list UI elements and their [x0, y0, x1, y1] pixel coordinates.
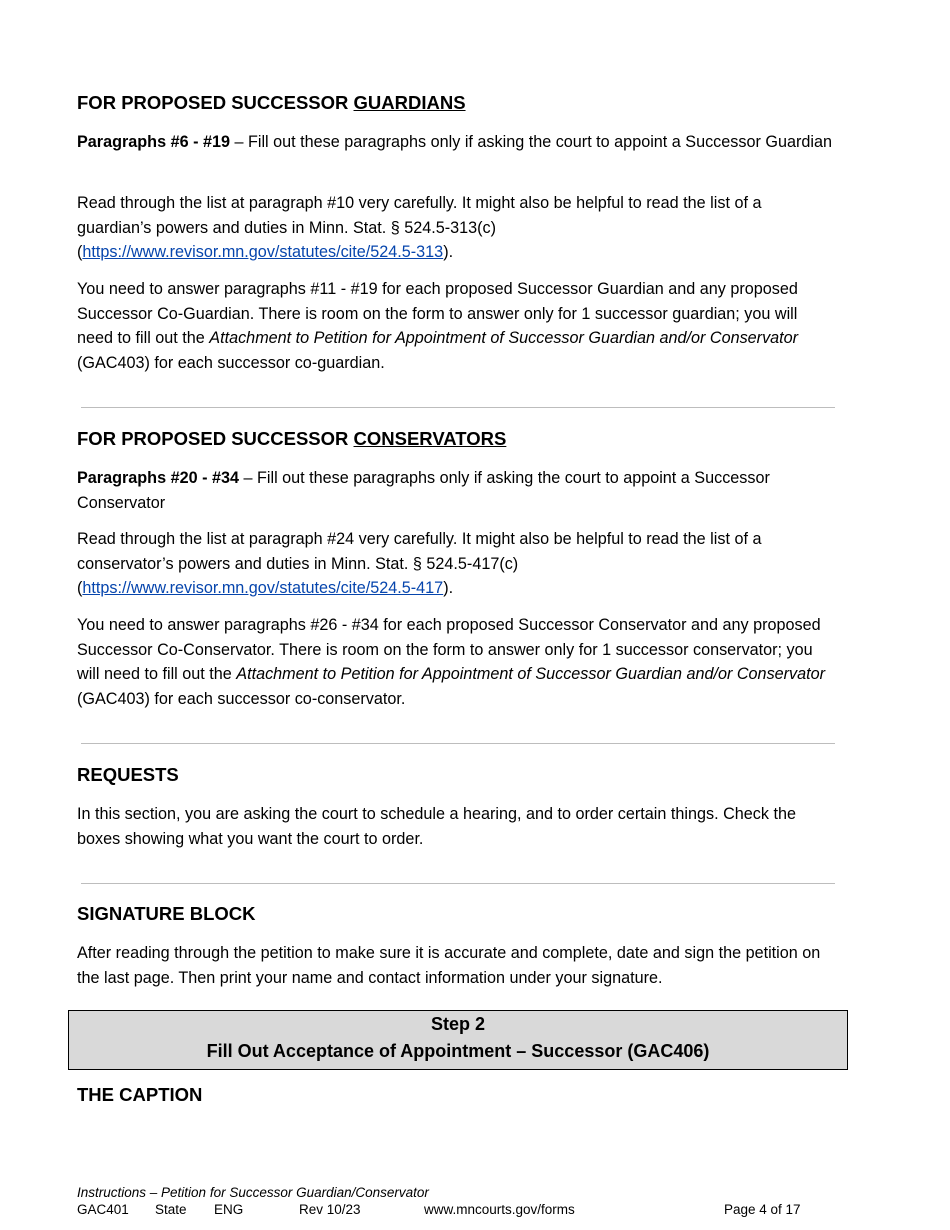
statute-link-524-5-313[interactable]: https://www.revisor.mn.gov/statutes/cite/524.5-313 — [82, 243, 444, 262]
section-heading-conservators: FOR PROPOSED SUCCESSOR CONSERVATORS — [77, 428, 507, 449]
conservators-read-list: Read through the list at paragraph #24 very carefully. It might also be helpful to read the list of a conservator’s powers and duties in Minn. Stat. § 524.5-417(c) (https://www.revisor.mn.gov/statutes/cite/524.5-417). — [77, 530, 762, 598]
step-number: Step 2 — [430, 1014, 486, 1034]
section-heading-requests: REQUESTS — [77, 764, 179, 785]
footer-language: ENG — [214, 1202, 244, 1217]
signature-block-text: After reading through the petition to make sure it is accurate and complete, date and sign the petition on the last page. Then print your name and contact information under your signature. — [77, 944, 821, 987]
conservators-answer-instructions: You need to answer paragraphs #26 - #34 for each proposed Successor Conservator and any proposed Successor Co-Conservator. There is room on the form to answer only for 1 successor conservator; you will need to fill out the Attachment to Petition for Appointment of Successor Guardian and/or Conservator (GAC403) for each successor co-conservator. — [77, 616, 826, 708]
step-banner — [68, 1010, 848, 1070]
conservators-paragraph-range: Paragraphs #20 - #34 – Fill out these paragraphs only if asking the court to appoint a Successor Conservator — [77, 469, 770, 512]
footer-website: www.mncourts.gov/forms — [424, 1202, 575, 1217]
divider — [81, 407, 835, 408]
section-heading-caption: THE CAPTION — [77, 1084, 203, 1105]
divider — [81, 883, 835, 884]
footer-title: Instructions – Petition for Successor Guardian/Conservator — [77, 1185, 429, 1200]
footer-jurisdiction: State — [155, 1202, 187, 1217]
guardians-paragraph-range: Paragraphs #6 - #19 – Fill out these paragraphs only if asking the court to appoint a Successor Guardian — [77, 133, 832, 151]
section-heading-guardians: FOR PROPOSED SUCCESSOR GUARDIANS — [77, 92, 466, 113]
divider — [81, 743, 835, 744]
step-title: Fill Out Acceptance of Appointment – Successor (GAC406) — [206, 1041, 710, 1061]
guardians-read-list: Read through the list at paragraph #10 very carefully. It might also be helpful to read the list of a guardian’s powers and duties in Minn. Stat. § 524.5-313(c) (https://www.revisor.mn.gov/statutes/cite/524.5-313). — [77, 194, 762, 262]
section-heading-signature-block: SIGNATURE BLOCK — [77, 903, 256, 924]
guardians-answer-instructions: You need to answer paragraphs #11 - #19 for each proposed Successor Guardian and any proposed Successor Co-Guardian. There is room on the form to answer only for 1 successor guardian; you will need to fill out the Attachment to Petition for Appointment of Successor Guardian and/or Conservator (GAC403) for each successor co-guardian. — [77, 280, 799, 372]
footer-page-number: Page 4 of 17 — [724, 1202, 801, 1217]
footer-revision: Rev 10/23 — [299, 1202, 361, 1217]
statute-link-524-5-417[interactable]: https://www.revisor.mn.gov/statutes/cite/524.5-417 — [82, 579, 444, 598]
requests-text: In this section, you are asking the court to schedule a hearing, and to order certain things. Check the boxes showing what you want the court to order. — [77, 805, 796, 848]
page-footer — [77, 1185, 837, 1217]
footer-form-number: GAC401 — [77, 1202, 129, 1217]
